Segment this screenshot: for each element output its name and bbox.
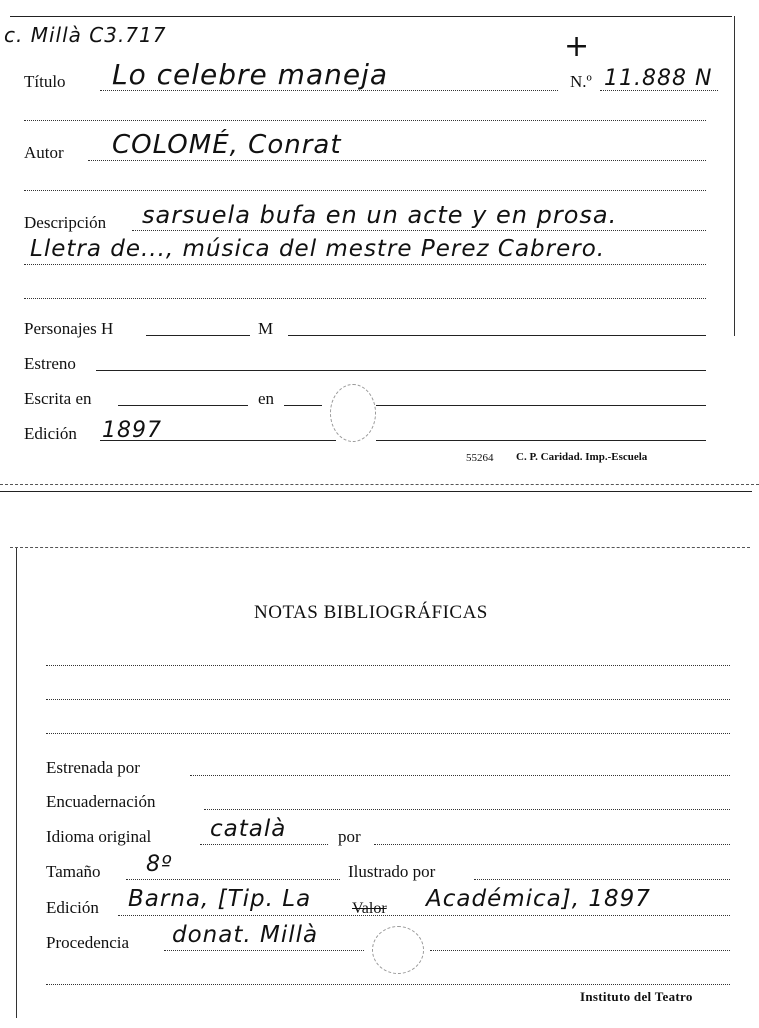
blank-line-3 xyxy=(24,298,706,299)
escrita-en-line-2 xyxy=(376,405,706,406)
tamano-label: Tamaño xyxy=(46,862,101,881)
edicion-value: 1897 xyxy=(102,418,162,443)
personajes-m-line xyxy=(288,335,706,336)
cross-mark: + xyxy=(564,29,591,64)
punch-hole-top xyxy=(330,384,376,442)
estrenada-line xyxy=(190,775,730,776)
estreno-line xyxy=(96,370,706,371)
edicion-label: Edición xyxy=(24,424,77,443)
idioma-por-line xyxy=(374,844,730,845)
card-top-right-border xyxy=(734,16,735,336)
idioma-label: Idioma original xyxy=(46,827,152,846)
blank-line-2 xyxy=(24,190,706,191)
tamano-value: 8º xyxy=(146,852,173,877)
edicion-line-2 xyxy=(376,440,706,441)
notes-line-2 xyxy=(46,699,730,700)
numero-value: 11.888 N xyxy=(604,66,713,91)
numero-label: N.º xyxy=(570,72,592,91)
escrita-line xyxy=(118,405,248,406)
idioma-line xyxy=(200,844,328,845)
titulo-value: Lo celebre maneja xyxy=(112,58,389,91)
descripcion-value-1: sarsuela bufa en un acte y en prosa. xyxy=(142,201,618,229)
descripcion-line-1 xyxy=(132,230,706,231)
idioma-value: català xyxy=(210,816,287,842)
estrenada-label: Estrenada por xyxy=(46,758,140,777)
autor-value: COLOMÉ, Conrat xyxy=(112,130,342,160)
corner-note: c. Millà C3.717 xyxy=(4,23,167,47)
procedencia-line xyxy=(164,950,364,951)
encuadernacion-line xyxy=(204,809,730,810)
card-top-bottom-edge xyxy=(0,484,759,485)
encuadernacion-label: Encuadernación xyxy=(46,792,156,811)
tamano-line xyxy=(126,879,340,880)
blank-line-1 xyxy=(24,120,706,121)
personajes-h-line xyxy=(146,335,250,336)
titulo-label: Título xyxy=(24,72,66,91)
card-top-top-border xyxy=(10,16,732,17)
edicion-bottom-label: Edición xyxy=(46,898,99,917)
escrita-label: Escrita en xyxy=(24,389,92,408)
autor-line xyxy=(88,160,706,161)
procedencia-value: donat. Millà xyxy=(172,922,319,948)
personajes-m-label: M xyxy=(258,319,274,338)
printer-code: 55264 xyxy=(466,452,494,464)
edicion-bottom-value-1: Barna, [Tip. La xyxy=(128,886,312,912)
escrita-en-label: en xyxy=(258,389,275,408)
punch-hole-bottom xyxy=(372,926,424,974)
ilustrado-label: Ilustrado por xyxy=(348,862,436,881)
personajes-label: Personajes H xyxy=(24,319,114,338)
card-bottom-left-border xyxy=(16,548,17,1018)
estreno-label: Estreno xyxy=(24,354,76,373)
edicion-bottom-line xyxy=(118,915,730,916)
idioma-por-label: por xyxy=(338,827,361,846)
descripcion-value-2: Lletra de..., música del mestre Perez Cabrero. xyxy=(30,236,606,262)
descripcion-label: Descripción xyxy=(24,213,107,232)
ilustrado-line xyxy=(474,879,730,880)
procedencia-line-2 xyxy=(430,950,730,951)
institute-footer: Instituto del Teatro xyxy=(580,989,693,1004)
procedencia-label: Procedencia xyxy=(46,933,130,952)
notes-line-bottom xyxy=(46,984,730,985)
descripcion-line-2 xyxy=(24,264,706,265)
printer-name: C. P. Caridad. Imp.-Escuela xyxy=(516,451,648,463)
escrita-en-line xyxy=(284,405,322,406)
notes-line-3 xyxy=(46,733,730,734)
card-bottom-top-border xyxy=(10,547,750,548)
notes-line-1 xyxy=(46,665,730,666)
card-separator xyxy=(0,491,752,492)
edicion-bottom-value-2: Académica], 1897 xyxy=(426,886,651,912)
autor-label: Autor xyxy=(24,143,64,162)
notas-heading: NOTAS BIBLIOGRÁFICAS xyxy=(254,602,488,623)
edicion-bottom-struck: Valor xyxy=(352,900,387,917)
